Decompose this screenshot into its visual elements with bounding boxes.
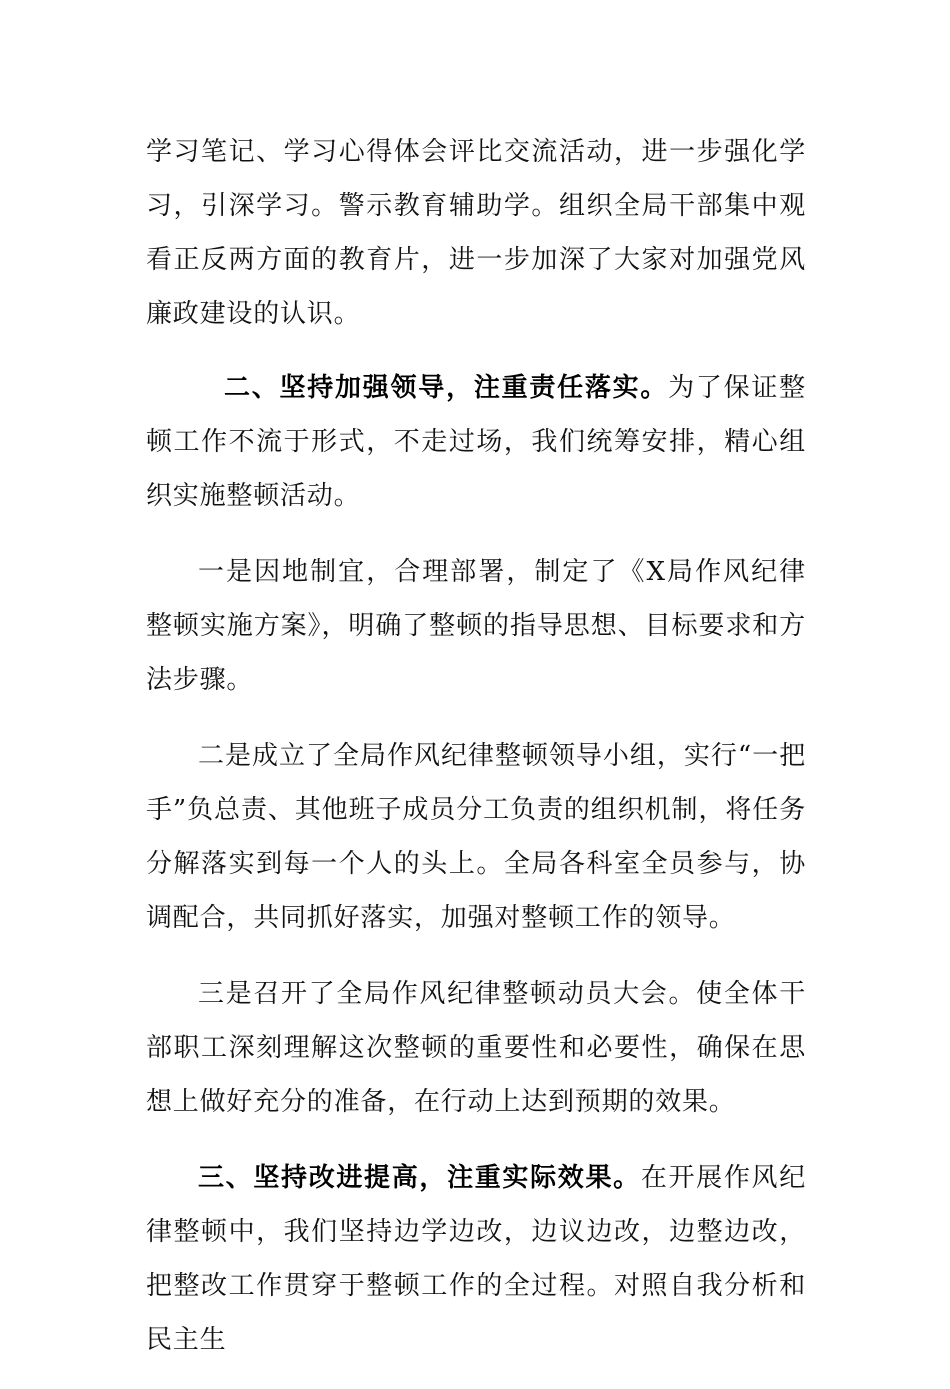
paragraph-text: 为了保证整顿工作不流于形式，不走过场，我们统筹安排，精心组织实施整顿活动。 bbox=[146, 373, 806, 511]
section-heading-two: 二、坚持加强领导，注重责任落实。 bbox=[224, 373, 669, 403]
paragraph-section-two bbox=[146, 361, 806, 523]
paragraph-text: 在开展作风纪律整顿中，我们坚持边学边改，边议边改，边整边改，把整改工作贯穿于整顿工作的全过程。对照自我分析和民主生 bbox=[146, 1163, 806, 1355]
paragraph-text: 一是因地制宜，合理部署，制定了《X局作风纪律整顿实施方案》，明确了整顿的指导思想、目标要求和方法步骤。 bbox=[146, 557, 806, 695]
paragraph-text: 二是成立了全局作风纪律整顿领导小组，实行“一把手”负总责、其他班子成员分工负责的组织机制，将任务分解落实到每一个人的头上。全局各科室全员参与，协调配合，共同抓好落实，加强对整顿工作的领导。 bbox=[146, 741, 806, 933]
paragraph-section-three bbox=[146, 1151, 806, 1367]
paragraph-text: 学习笔记、学习心得体会评比交流活动，进一步强化学习，引深学习。警示教育辅助学。组织全局干部集中观看正反两方面的教育片，进一步加深了大家对加强党风廉政建设的认识。 bbox=[146, 137, 806, 329]
document-body bbox=[146, 125, 806, 1389]
paragraph-text: 三是召开了全局作风纪律整顿动员大会。使全体干部职工深刻理解这次整顿的重要性和必要性，确保在思想上做好充分的准备，在行动上达到预期的效果。 bbox=[146, 979, 806, 1117]
paragraph-item-three bbox=[146, 967, 806, 1129]
paragraph-item-one bbox=[146, 545, 806, 707]
paragraph-study-continuation bbox=[146, 125, 806, 341]
paragraph-item-two bbox=[146, 729, 806, 945]
section-heading-three: 三、坚持改进提高，注重实际效果。 bbox=[198, 1163, 641, 1193]
